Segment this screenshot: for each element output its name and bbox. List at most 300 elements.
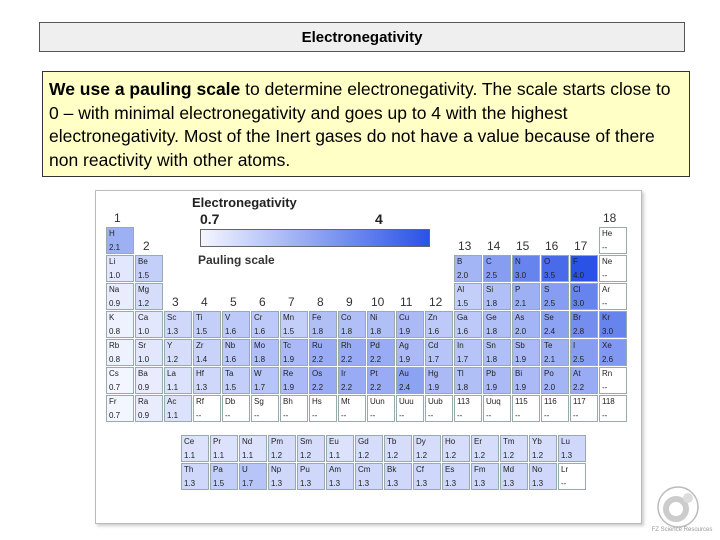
- element-symbol: Mg: [138, 285, 150, 294]
- element-value: 1.7: [428, 355, 440, 364]
- element-cell-cr: [251, 311, 279, 338]
- logo-icon: [650, 483, 714, 535]
- element-cell-mn: [280, 311, 308, 338]
- element-symbol: Rh: [341, 341, 352, 350]
- group-number: 2: [143, 239, 150, 253]
- element-symbol: Lu: [561, 437, 570, 446]
- element-cell-k: [106, 311, 134, 338]
- element-value: 1.1: [184, 451, 196, 460]
- element-cell-ru: [309, 339, 337, 366]
- element-symbol: Gd: [358, 437, 369, 446]
- element-cell-db: [222, 395, 250, 422]
- element-symbol: Pd: [370, 341, 380, 350]
- element-symbol: Pr: [213, 437, 221, 446]
- element-cell-te: [541, 339, 569, 366]
- element-symbol: Au: [399, 369, 409, 378]
- element-cell-ar: [599, 283, 627, 310]
- element-value: 2.1: [544, 355, 556, 364]
- element-symbol: Ar: [602, 285, 610, 294]
- element-value: 2.0: [515, 327, 527, 336]
- element-cell-co: [338, 311, 366, 338]
- element-value: 2.8: [573, 327, 585, 336]
- figure-title: Electronegativity: [192, 195, 297, 210]
- element-cell-uuq: [483, 395, 511, 422]
- element-value: 1.5: [457, 299, 469, 308]
- element-cell-w: [251, 367, 279, 394]
- element-value: 3.0: [515, 271, 527, 280]
- element-cell-ce: [181, 435, 209, 462]
- element-cell-rh: [338, 339, 366, 366]
- group-number: 18: [603, 211, 617, 225]
- element-symbol: W: [254, 369, 262, 378]
- element-value: 2.4: [399, 383, 411, 392]
- element-value: 1.6: [254, 327, 266, 336]
- element-value: 1.3: [445, 479, 457, 488]
- element-cell-o: [541, 255, 569, 282]
- element-symbol: Ba: [138, 369, 148, 378]
- element-value: 1.6: [428, 327, 440, 336]
- element-cell-gd: [355, 435, 383, 462]
- element-value: 1.1: [242, 451, 254, 460]
- element-symbol: U: [242, 465, 248, 474]
- element-cell-ag: [396, 339, 424, 366]
- element-symbol: Er: [474, 437, 482, 446]
- element-cell-lu: [558, 435, 586, 462]
- element-value: 2.2: [341, 383, 353, 392]
- element-cell-ca: [135, 311, 163, 338]
- element-value: 1.8: [486, 299, 498, 308]
- element-symbol: Ag: [399, 341, 409, 350]
- logo-text: FZ Science Resources: [651, 527, 713, 533]
- element-cell-mo: [251, 339, 279, 366]
- element-symbol: Ra: [138, 397, 149, 406]
- electronegativity-periodic-table: [95, 190, 642, 524]
- element-value: 0.8: [109, 327, 121, 336]
- element-cell-c: [483, 255, 511, 282]
- element-value: 3.0: [602, 327, 614, 336]
- element-cell-pu: [297, 463, 325, 490]
- group-number: 15: [516, 239, 530, 253]
- element-cell-ir: [338, 367, 366, 394]
- element-cell-eu: [326, 435, 354, 462]
- element-symbol: Sg: [254, 397, 264, 406]
- element-symbol: Es: [445, 465, 455, 474]
- element-symbol: O: [544, 257, 551, 266]
- group-number: 4: [201, 295, 208, 309]
- element-symbol: Cu: [399, 313, 410, 322]
- element-symbol: Bh: [283, 397, 293, 406]
- element-value: 1.1: [329, 451, 341, 460]
- element-symbol: Zn: [428, 313, 438, 322]
- element-value: 1.9: [486, 383, 498, 392]
- element-cell-mg: [135, 283, 163, 310]
- element-symbol: N: [515, 257, 521, 266]
- element-symbol: Ti: [196, 313, 203, 322]
- element-symbol: Mn: [283, 313, 295, 322]
- element-value: 1.2: [416, 451, 428, 460]
- element-cell-er: [471, 435, 499, 462]
- element-symbol: Os: [312, 369, 323, 378]
- element-value: 2.2: [370, 355, 382, 364]
- element-cell-cu: [396, 311, 424, 338]
- element-symbol: Md: [503, 465, 515, 474]
- element-cell-sm: [297, 435, 325, 462]
- element-symbol: Ho: [445, 437, 456, 446]
- element-cell-v: [222, 311, 250, 338]
- element-cell-cf: [413, 463, 441, 490]
- element-cell-rf: [193, 395, 221, 422]
- element-value: 1.3: [532, 479, 544, 488]
- element-symbol: P: [515, 285, 521, 294]
- element-value: 1.9: [399, 355, 411, 364]
- element-symbol: Mt: [341, 397, 350, 406]
- element-cell-115: [512, 395, 540, 422]
- element-value: 1.3: [329, 479, 341, 488]
- element-symbol: S: [544, 285, 550, 294]
- element-cell-118: [599, 395, 627, 422]
- element-cell-dy: [413, 435, 441, 462]
- scale-min-label: 0.7: [200, 211, 220, 227]
- element-cell-ge: [483, 311, 511, 338]
- element-symbol: Sr: [138, 341, 146, 350]
- element-symbol: Ir: [341, 369, 346, 378]
- element-value: --: [283, 411, 289, 420]
- element-symbol: Cr: [254, 313, 263, 322]
- group-number: 17: [574, 239, 588, 253]
- element-symbol: He: [602, 229, 613, 238]
- element-cell-117: [570, 395, 598, 422]
- element-symbol: Fe: [312, 313, 322, 322]
- element-cell-md: [500, 463, 528, 490]
- element-symbol: Te: [544, 341, 553, 350]
- element-value: 1.2: [138, 299, 150, 308]
- element-value: --: [515, 411, 521, 420]
- element-value: 1.9: [428, 383, 440, 392]
- element-value: 1.5: [283, 327, 295, 336]
- element-value: --: [602, 299, 608, 308]
- element-symbol: Li: [109, 257, 116, 266]
- element-symbol: Ga: [457, 313, 468, 322]
- element-symbol: Xe: [602, 341, 612, 350]
- element-cell-sg: [251, 395, 279, 422]
- element-symbol: Zr: [196, 341, 204, 350]
- element-value: 1.2: [474, 451, 486, 460]
- element-value: 1.7: [254, 383, 266, 392]
- element-symbol: Pt: [370, 369, 378, 378]
- element-value: 2.5: [573, 355, 585, 364]
- element-cell-fm: [471, 463, 499, 490]
- element-value: 2.5: [486, 271, 498, 280]
- element-value: 0.8: [109, 355, 121, 364]
- element-symbol: Tc: [283, 341, 291, 350]
- element-cell-sc: [164, 311, 192, 338]
- element-symbol: Rn: [602, 369, 613, 378]
- element-value: 4.0: [573, 271, 585, 280]
- element-value: 1.9: [515, 383, 527, 392]
- element-value: 1.2: [271, 451, 283, 460]
- element-cell-tm: [500, 435, 528, 462]
- element-cell-lr: [558, 463, 586, 490]
- element-value: 1.3: [474, 479, 486, 488]
- element-symbol: Uub: [428, 397, 443, 406]
- element-cell-p: [512, 283, 540, 310]
- element-symbol: Pu: [300, 465, 310, 474]
- element-value: 2.1: [515, 299, 527, 308]
- element-cell-pr: [210, 435, 238, 462]
- element-symbol: 116: [544, 397, 557, 406]
- element-value: --: [196, 411, 202, 420]
- element-symbol: Uuu: [399, 397, 414, 406]
- group-number: 6: [259, 295, 266, 309]
- element-cell-na: [106, 283, 134, 310]
- element-cell-hg: [425, 367, 453, 394]
- element-value: 1.3: [561, 451, 573, 460]
- group-number: 9: [346, 295, 353, 309]
- element-cell-i: [570, 339, 598, 366]
- element-symbol: 113: [457, 397, 470, 406]
- element-symbol: Uuq: [486, 397, 501, 406]
- element-symbol: Br: [573, 313, 581, 322]
- element-symbol: 117: [573, 397, 586, 406]
- element-cell-ga: [454, 311, 482, 338]
- element-value: 1.3: [300, 479, 312, 488]
- element-value: 1.8: [254, 355, 266, 364]
- element-symbol: Nd: [242, 437, 253, 446]
- element-value: 1.3: [196, 383, 208, 392]
- element-cell-uub: [425, 395, 453, 422]
- element-cell-ba: [135, 367, 163, 394]
- element-value: 1.4: [196, 355, 208, 364]
- element-symbol: Cd: [428, 341, 439, 350]
- element-value: --: [573, 411, 579, 420]
- element-symbol: Am: [329, 465, 341, 474]
- element-value: --: [544, 411, 550, 420]
- element-value: 2.2: [370, 383, 382, 392]
- element-symbol: Cs: [109, 369, 119, 378]
- element-cell-al: [454, 283, 482, 310]
- group-number: 8: [317, 295, 324, 309]
- element-cell-pt: [367, 367, 395, 394]
- element-value: 1.2: [300, 451, 312, 460]
- element-value: 1.2: [532, 451, 544, 460]
- element-symbol: Ne: [602, 257, 613, 266]
- element-value: 1.5: [196, 327, 208, 336]
- element-symbol: Ca: [138, 313, 149, 322]
- element-symbol: Uun: [370, 397, 385, 406]
- element-symbol: At: [573, 369, 581, 378]
- element-value: 2.2: [312, 383, 324, 392]
- element-symbol: In: [457, 341, 464, 350]
- element-symbol: Sb: [515, 341, 525, 350]
- element-cell-fr: [106, 395, 134, 422]
- element-cell-fe: [309, 311, 337, 338]
- element-symbol: Re: [283, 369, 294, 378]
- element-symbol: Lr: [561, 465, 569, 474]
- element-symbol: Fr: [109, 397, 117, 406]
- element-symbol: Cl: [573, 285, 581, 294]
- element-symbol: Y: [167, 341, 173, 350]
- element-cell-pd: [367, 339, 395, 366]
- element-symbol: Kr: [602, 313, 610, 322]
- element-symbol: Hf: [196, 369, 204, 378]
- element-value: 1.6: [225, 327, 237, 336]
- element-cell-rb: [106, 339, 134, 366]
- element-value: 1.2: [387, 451, 399, 460]
- element-cell-at: [570, 367, 598, 394]
- group-number: 11: [400, 295, 413, 309]
- element-cell-f: [570, 255, 598, 282]
- element-value: 2.6: [602, 355, 614, 364]
- element-symbol: Sn: [486, 341, 496, 350]
- element-cell-ti: [193, 311, 221, 338]
- element-value: 1.0: [138, 327, 150, 336]
- element-value: 1.9: [283, 383, 295, 392]
- element-value: 2.1: [109, 243, 121, 252]
- element-symbol: 115: [515, 397, 528, 406]
- element-cell-hf: [193, 367, 221, 394]
- element-symbol: Tb: [387, 437, 397, 446]
- element-cell-ra: [135, 395, 163, 422]
- element-cell-uun: [367, 395, 395, 422]
- element-cell-br: [570, 311, 598, 338]
- element-value: --: [225, 411, 231, 420]
- element-value: --: [457, 411, 463, 420]
- element-value: --: [561, 479, 567, 488]
- element-cell-pb: [483, 367, 511, 394]
- element-cell-se: [541, 311, 569, 338]
- element-symbol: Hs: [312, 397, 322, 406]
- element-value: 0.7: [109, 411, 121, 420]
- element-value: 2.0: [457, 271, 469, 280]
- group-number: 7: [288, 295, 295, 309]
- element-cell-ni: [367, 311, 395, 338]
- group-number: 1: [114, 211, 121, 225]
- element-cell-s: [541, 283, 569, 310]
- element-cell-kr: [599, 311, 627, 338]
- element-cell-es: [442, 463, 470, 490]
- element-symbol: Co: [341, 313, 352, 322]
- scale-label: Pauling scale: [198, 253, 275, 267]
- element-cell-as: [512, 311, 540, 338]
- element-value: --: [602, 411, 608, 420]
- group-number: 14: [487, 239, 501, 253]
- element-symbol: Ge: [486, 313, 497, 322]
- element-cell-am: [326, 463, 354, 490]
- element-value: 0.9: [109, 299, 121, 308]
- element-value: 1.0: [138, 355, 150, 364]
- element-cell-po: [541, 367, 569, 394]
- element-value: 1.5: [225, 383, 237, 392]
- element-cell-ho: [442, 435, 470, 462]
- group-number: 10: [371, 295, 385, 309]
- element-cell-nb: [222, 339, 250, 366]
- element-cell-la: [164, 367, 192, 394]
- element-symbol: Pm: [271, 437, 283, 446]
- element-value: 0.7: [109, 383, 121, 392]
- element-value: 1.2: [167, 355, 179, 364]
- element-cell-pa: [210, 463, 238, 490]
- element-symbol: Eu: [329, 437, 339, 446]
- element-value: 2.4: [544, 327, 556, 336]
- element-symbol: Ni: [370, 313, 378, 322]
- element-symbol: Hg: [428, 369, 439, 378]
- element-value: 1.3: [387, 479, 399, 488]
- element-cell-bi: [512, 367, 540, 394]
- element-symbol: 118: [602, 397, 615, 406]
- element-symbol: Ac: [167, 397, 177, 406]
- element-cell-os: [309, 367, 337, 394]
- element-cell-ne: [599, 255, 627, 282]
- element-value: 3.0: [573, 299, 585, 308]
- element-symbol: Ru: [312, 341, 323, 350]
- element-value: 1.0: [109, 271, 121, 280]
- element-value: 1.3: [184, 479, 196, 488]
- element-value: 0.9: [138, 411, 150, 420]
- element-cell-h: [106, 227, 134, 254]
- element-cell-tb: [384, 435, 412, 462]
- element-symbol: Cf: [416, 465, 424, 474]
- element-symbol: B: [457, 257, 463, 266]
- element-cell-ac: [164, 395, 192, 422]
- element-value: 1.8: [312, 327, 324, 336]
- element-symbol: Sm: [300, 437, 312, 446]
- element-value: 1.8: [486, 355, 498, 364]
- element-value: 1.8: [341, 327, 353, 336]
- scale-max-label: 4: [375, 211, 383, 227]
- element-value: 1.8: [370, 327, 382, 336]
- element-cell-y: [164, 339, 192, 366]
- element-value: 0.9: [138, 383, 150, 392]
- element-cell-116: [541, 395, 569, 422]
- element-value: --: [602, 383, 608, 392]
- element-cell-sn: [483, 339, 511, 366]
- element-symbol: Dy: [416, 437, 426, 446]
- group-number: 3: [172, 295, 179, 309]
- element-value: 1.1: [167, 411, 179, 420]
- group-number: 12: [429, 295, 443, 309]
- info-note: [42, 71, 690, 177]
- element-value: 2.2: [341, 355, 353, 364]
- element-value: 1.7: [457, 355, 469, 364]
- element-cell-zr: [193, 339, 221, 366]
- element-symbol: Al: [457, 285, 465, 294]
- element-symbol: Mo: [254, 341, 266, 350]
- element-value: 3.5: [544, 271, 556, 280]
- element-cell-sb: [512, 339, 540, 366]
- element-symbol: Na: [109, 285, 120, 294]
- element-value: 1.7: [242, 479, 254, 488]
- element-value: --: [602, 271, 608, 280]
- element-symbol: Po: [544, 369, 554, 378]
- slide-title: Electronegativity: [39, 22, 685, 52]
- element-cell-cm: [355, 463, 383, 490]
- element-value: 1.8: [457, 383, 469, 392]
- element-cell-bk: [384, 463, 412, 490]
- element-symbol: La: [167, 369, 176, 378]
- element-value: 1.6: [457, 327, 469, 336]
- element-cell-th: [181, 463, 209, 490]
- element-value: --: [254, 411, 260, 420]
- element-symbol: K: [109, 313, 115, 322]
- element-symbol: Fm: [474, 465, 486, 474]
- element-symbol: Sc: [167, 313, 177, 322]
- element-symbol: Ta: [225, 369, 234, 378]
- element-value: --: [370, 411, 376, 420]
- element-cell-he: [599, 227, 627, 254]
- group-number: 5: [230, 295, 237, 309]
- element-cell-113: [454, 395, 482, 422]
- element-cell-in: [454, 339, 482, 366]
